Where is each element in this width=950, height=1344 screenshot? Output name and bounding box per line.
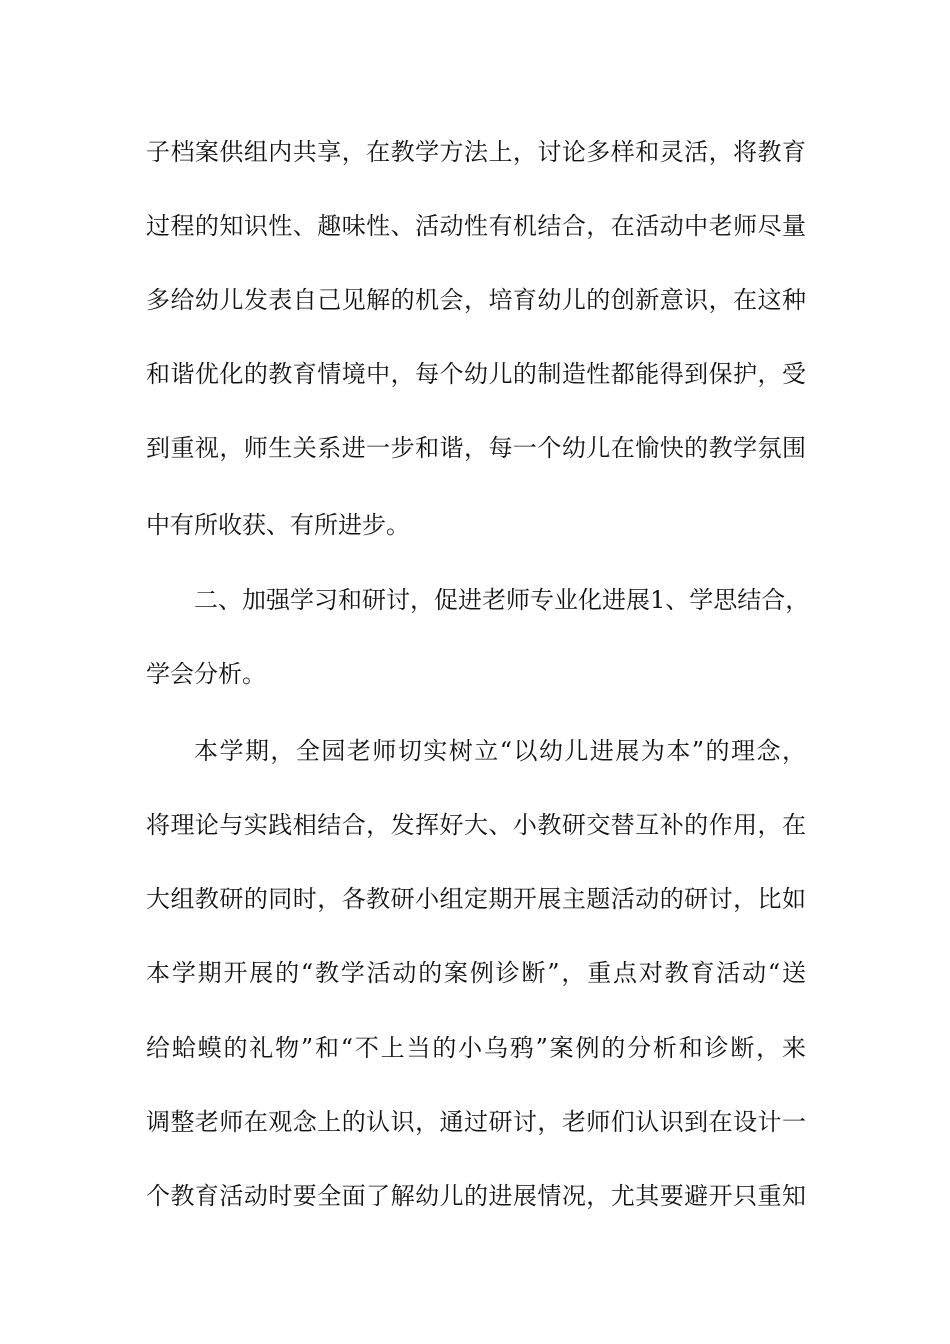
body-text-line: 和谐优化的教育情境中，每个幼儿的制造性都能得到保护，受 xyxy=(146,360,806,388)
body-text-line: 本学期开展的“教学活动的案例诊断”，重点对教育活动“送 xyxy=(146,959,806,987)
body-text-line: 个教育活动时要全面了解幼儿的进展情况，尤其要避开只重知 xyxy=(146,1182,806,1210)
body-text-line: 子档案供组内共享，在教学方法上，讨论多样和灵活，将教育 xyxy=(146,138,806,166)
body-text-line: 中有所收获、有所进步。 xyxy=(146,511,410,539)
section-heading-line: 学会分析。 xyxy=(146,660,266,688)
body-text-line: 过程的知识性、趣味性、活动性有机结合，在活动中老师尽量 xyxy=(146,212,806,240)
section-heading-line: 二、加强学习和研讨，促进老师专业化进展1、学思结合， xyxy=(194,586,810,614)
body-text-line: 本学期，全园老师切实树立“以幼儿进展为本”的理念， xyxy=(194,737,806,765)
body-text-line: 大组教研的同时，各教研小组定期开展主题活动的研讨，比如 xyxy=(146,885,806,913)
body-text-line: 到重视，师生关系进一步和谐，每一个幼儿在愉快的教学氛围 xyxy=(146,434,806,462)
body-text-line: 将理论与实践相结合，发挥好大、小教研交替互补的作用，在 xyxy=(146,811,806,839)
body-text-line: 多给幼儿发表自己见解的机会，培育幼儿的创新意识，在这种 xyxy=(146,286,806,314)
body-text-line: 调整老师在观念上的认识，通过研讨，老师们认识到在设计一 xyxy=(146,1108,806,1136)
body-text-line: 给蛤蟆的礼物”和“不上当的小乌鸦”案例的分析和诊断，来 xyxy=(146,1034,806,1062)
